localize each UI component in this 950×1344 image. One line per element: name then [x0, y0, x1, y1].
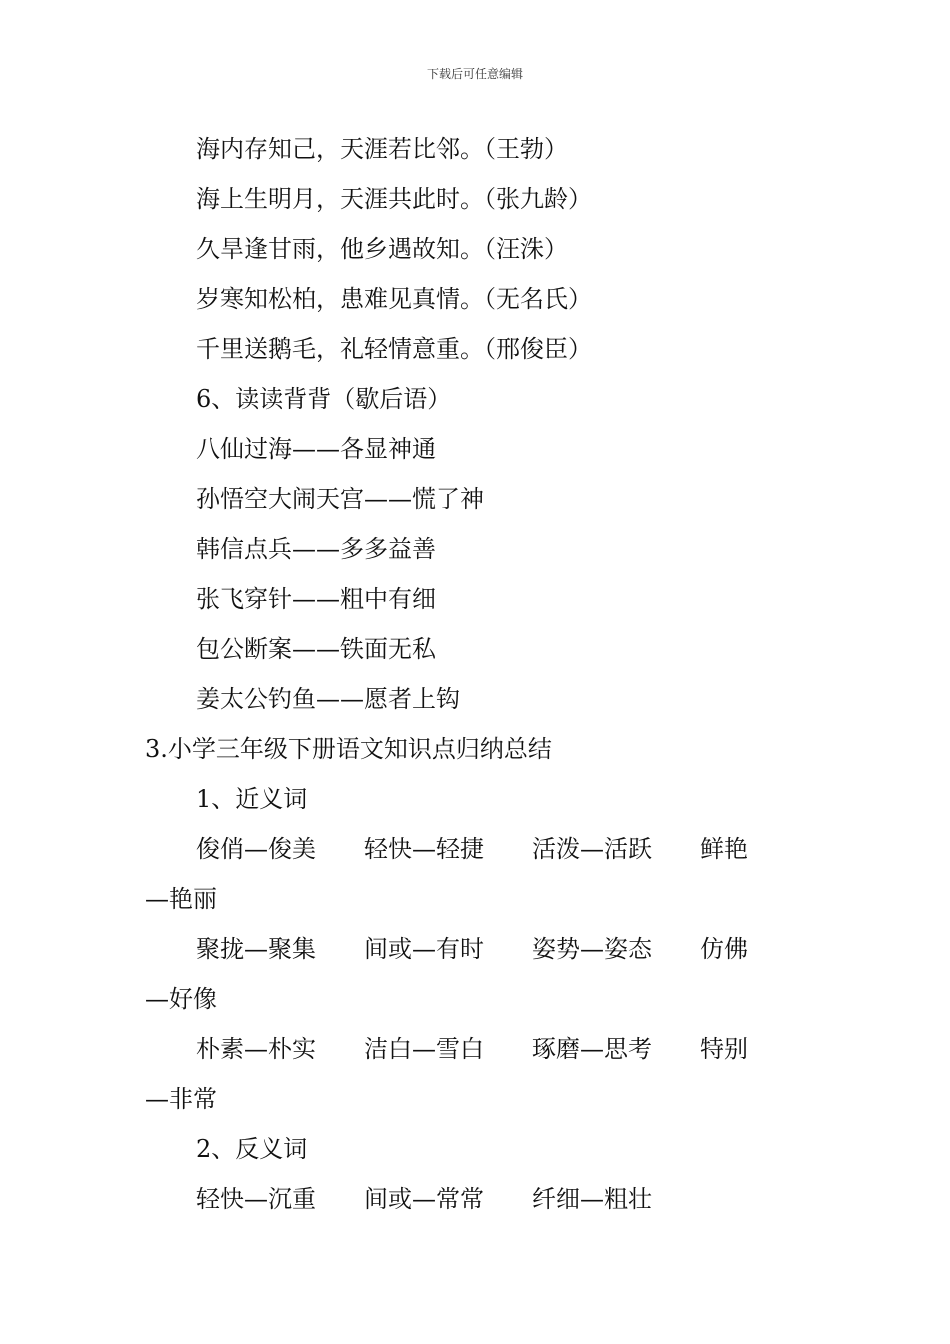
poem-line: 岁寒知松柏，患难见真情。（无名氏） — [196, 285, 592, 313]
xiehouyu-line: 包公断案——铁面无私 — [196, 635, 436, 663]
xiehouyu-line: 韩信点兵——多多益善 — [196, 535, 436, 563]
synonym-line-wrap: —非常 — [145, 1085, 217, 1113]
xiehouyu-line: 张飞穿针——粗中有细 — [196, 585, 436, 613]
xiehouyu-heading: 6、读读背背（歇后语） — [196, 385, 452, 413]
synonym-line: 朴素—朴实 洁白—雪白 琢磨—思考 特别 — [196, 1035, 748, 1063]
synonyms-heading: 1、近义词 — [196, 785, 308, 813]
synonym-line: 俊俏—俊美 轻快—轻捷 活泼—活跃 鲜艳 — [196, 835, 748, 863]
page-header-note: 下载后可任意编辑 — [426, 67, 523, 81]
synonym-line-wrap: —好像 — [145, 985, 217, 1013]
synonym-line: 聚拢—聚集 间或—有时 姿势—姿态 仿佛 — [196, 935, 748, 963]
poem-line: 海上生明月，天涯共此时。（张九龄） — [196, 185, 592, 213]
poem-line: 久旱逢甘雨，他乡遇故知。（汪洙） — [196, 235, 568, 263]
xiehouyu-line: 姜太公钓鱼——愿者上钩 — [196, 685, 460, 713]
section-title: 3.小学三年级下册语文知识点归纳总结 — [145, 735, 552, 763]
xiehouyu-line: 八仙过海——各显神通 — [196, 435, 436, 463]
xiehouyu-line: 孙悟空大闹天宫——慌了神 — [196, 485, 484, 513]
poem-line: 海内存知己，天涯若比邻。（王勃） — [196, 135, 568, 163]
antonym-line: 轻快—沉重 间或—常常 纤细—粗壮 — [196, 1185, 652, 1213]
antonyms-heading: 2、反义词 — [196, 1135, 308, 1163]
poem-line: 千里送鹅毛，礼轻情意重。（邢俊臣） — [196, 335, 592, 363]
synonym-line-wrap: —艳丽 — [145, 885, 217, 913]
